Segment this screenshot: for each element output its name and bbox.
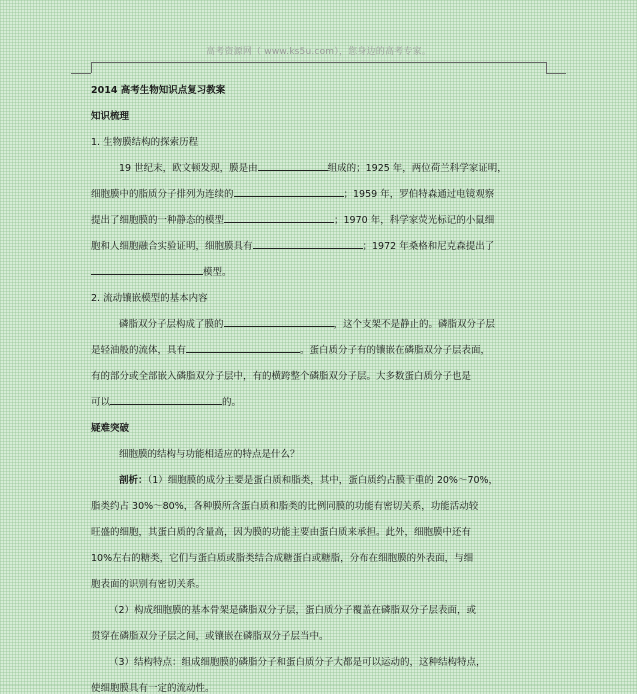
paragraph-line: 脂类约占 30%～80%，各种膜所含蛋白质和脂类的比例同膜的功能有密切关系，功能活动较 (91, 501, 479, 512)
text-run: 胞和人细胞融合实验证明，细胞膜具有 (91, 241, 253, 252)
document-title: 2014 高考生物知识点复习教案 (91, 85, 226, 96)
text-run: 细胞膜中的脂质分子排列为连续的 (91, 189, 234, 200)
item-heading-2: 2. 流动镶嵌模型的基本内容 (91, 293, 208, 304)
header-rule-right (546, 73, 566, 74)
analysis-label: 剖析： (119, 475, 148, 486)
paragraph-line: 10%左右的糖类，它们与蛋白质或脂类结合成糖蛋白或糖脂，分布在细胞膜的外表面，与细 (91, 553, 474, 564)
paragraph-line: 胞表面的识别有密切关系。 (91, 579, 206, 590)
text-run: 提出了细胞膜的一种静态的模型 (91, 215, 225, 226)
header-rule-tick-left (91, 62, 92, 73)
paragraph-line (119, 472, 498, 486)
text-run: 。蛋白质分子有的镶嵌在磷脂双分子层表面， (300, 345, 491, 356)
text-run: 组成的；1925 年，两位荷兰科学家证明， (327, 163, 507, 174)
fill-blank (91, 265, 203, 275)
text-run: 的。 (222, 397, 242, 408)
paragraph-line (119, 316, 495, 330)
text-run: （1）细胞膜的成分主要是蛋白质和脂类，其中，蛋白质约占膜干重的 20%～70%， (147, 475, 499, 486)
question-text: 细胞膜的结构与功能相适应的特点是什么？ (119, 449, 300, 460)
paragraph-line: 旺盛的细胞，其蛋白质的含量高，因为膜的功能主要由蛋白质来承担。此外，细胞膜中还有 (91, 527, 472, 538)
paragraph-line: 有的部分或全部嵌入磷脂双分子层中，有的横跨整个磷脂双分子层。大多数蛋白质分子也是 (91, 371, 472, 382)
paragraph-line: 贯穿在磷脂双分子层之间，或镶嵌在磷脂双分子层当中。 (91, 631, 329, 642)
text-run: 可以 (91, 397, 111, 408)
fill-blank (186, 343, 300, 353)
fill-blank (224, 213, 334, 223)
text-run: 19 世纪末，欧文顿发现，膜是由 (119, 163, 258, 174)
fill-blank (253, 239, 363, 249)
fill-blank (234, 187, 344, 197)
paragraph-line: 使细胞膜具有一定的流动性。 (91, 683, 215, 694)
fill-blank (110, 395, 222, 405)
paragraph-line: （2）构成细胞膜的基本骨架是磷脂双分子层，蛋白质分子覆盖在磷脂双分子层表面，或 (109, 605, 477, 616)
item-heading-1: 1. 生物膜结构的探索历程 (91, 137, 199, 148)
text-run: 磷脂双分子层构成了膜的 (119, 319, 224, 330)
text-run: 模型。 (203, 267, 232, 278)
header-rule (91, 62, 546, 63)
page-header-text: 高考资源网（ www.ks5u.com），您身边的高考专家。 (206, 47, 431, 57)
text-run: ；1970 年，科学家荧光标记的小鼠细 (334, 215, 495, 226)
paragraph-line (91, 212, 494, 226)
header-rule-tick-right (546, 62, 547, 73)
paragraph-line (119, 160, 507, 174)
fill-blank (224, 317, 334, 327)
paragraph-line (91, 186, 494, 200)
text-run: 是轻油般的流体，具有 (91, 345, 187, 356)
paragraph-line (91, 394, 241, 408)
text-run: ；1972 年桑格和尼克森提出了 (362, 241, 495, 252)
text-run: ，这个支架不是静止的。磷脂双分子层 (333, 319, 496, 330)
section-heading-knowledge: 知识梳理 (91, 111, 130, 122)
section-heading-difficulty: 疑难突破 (91, 423, 130, 434)
paragraph-line (91, 238, 494, 252)
fill-blank (258, 161, 328, 171)
paragraph-line (91, 342, 490, 356)
paragraph-line (91, 264, 232, 278)
paragraph-line: （3）结构特点：组成细胞膜的磷脂分子和蛋白质分子大都是可以运动的，这种结构特点， (109, 657, 486, 668)
text-run: ；1959 年，罗伯特森通过电镜观察 (343, 189, 495, 200)
header-rule-left (71, 73, 91, 74)
